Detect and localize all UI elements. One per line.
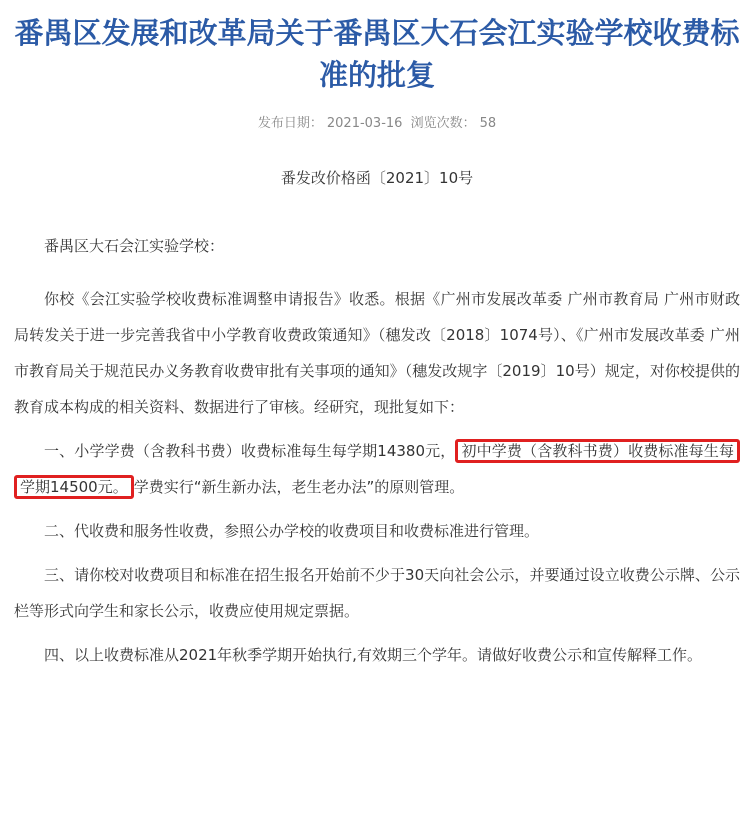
paragraph-item-2: 二、代收费和服务性收费，参照公办学校的收费项目和收费标准进行管理。 <box>44 522 540 540</box>
salutation: 番禺区大石会江实验学校： <box>44 237 225 255</box>
paragraph-item-4: 四、以上收费标准从2021年秋季学期开始执行,有效期三个学年。请做好收费公示和宣传解释工作。 <box>44 646 702 664</box>
publish-date-label: 发布日期： <box>257 116 323 131</box>
page-title: 番禺区发展和改革局关于番禺区大石会江实验学校收费标准的批复 <box>14 16 740 92</box>
paragraph-intro: 你校《会江实验学校收费标准调整申请报告》收悉。根据《广州市发展改革委 广州市教育局 广州市财政局转发关于进一步完善我省中小学教育收费政策通知》（穗发改〔2018〕1074号）、《广州市发展改革委 广州市教育局关于规范民办义务教育收费审批有关事项的通知》（穗发改规字〔2019〕10号）规定，对你校提供的教育成本构成的相关资料、数据进行了审核。经研究，现批复如下： <box>14 290 740 416</box>
item1-text-post: 学费实行“新生新办法，老生老办法”的原则管理。 <box>133 478 465 496</box>
item1-text: 一、小学学费（含教科书费）收费标准每生每学期14380元， <box>44 442 456 460</box>
views-label: 浏览次数： <box>410 116 476 131</box>
article-meta <box>0 114 754 134</box>
views-count: 58 <box>479 116 497 131</box>
paragraph-item-1 <box>14 433 740 505</box>
paragraph-item-3: 三、请你校对收费项目和标准在招生报名开始前不少于30天向社会公示，并要通过设立收费公示牌、公示栏等形式向学生和家长公示，收费应使用规定票据。 <box>14 566 740 620</box>
highlighted-fee: 初中学费（含教科书费）收费标准每生每学期14500元。 <box>14 439 740 499</box>
article-body <box>0 228 754 673</box>
publish-date: 2021-03-16 <box>326 116 403 131</box>
document-number: 番发改价格函〔2021〕10号 <box>280 169 474 187</box>
